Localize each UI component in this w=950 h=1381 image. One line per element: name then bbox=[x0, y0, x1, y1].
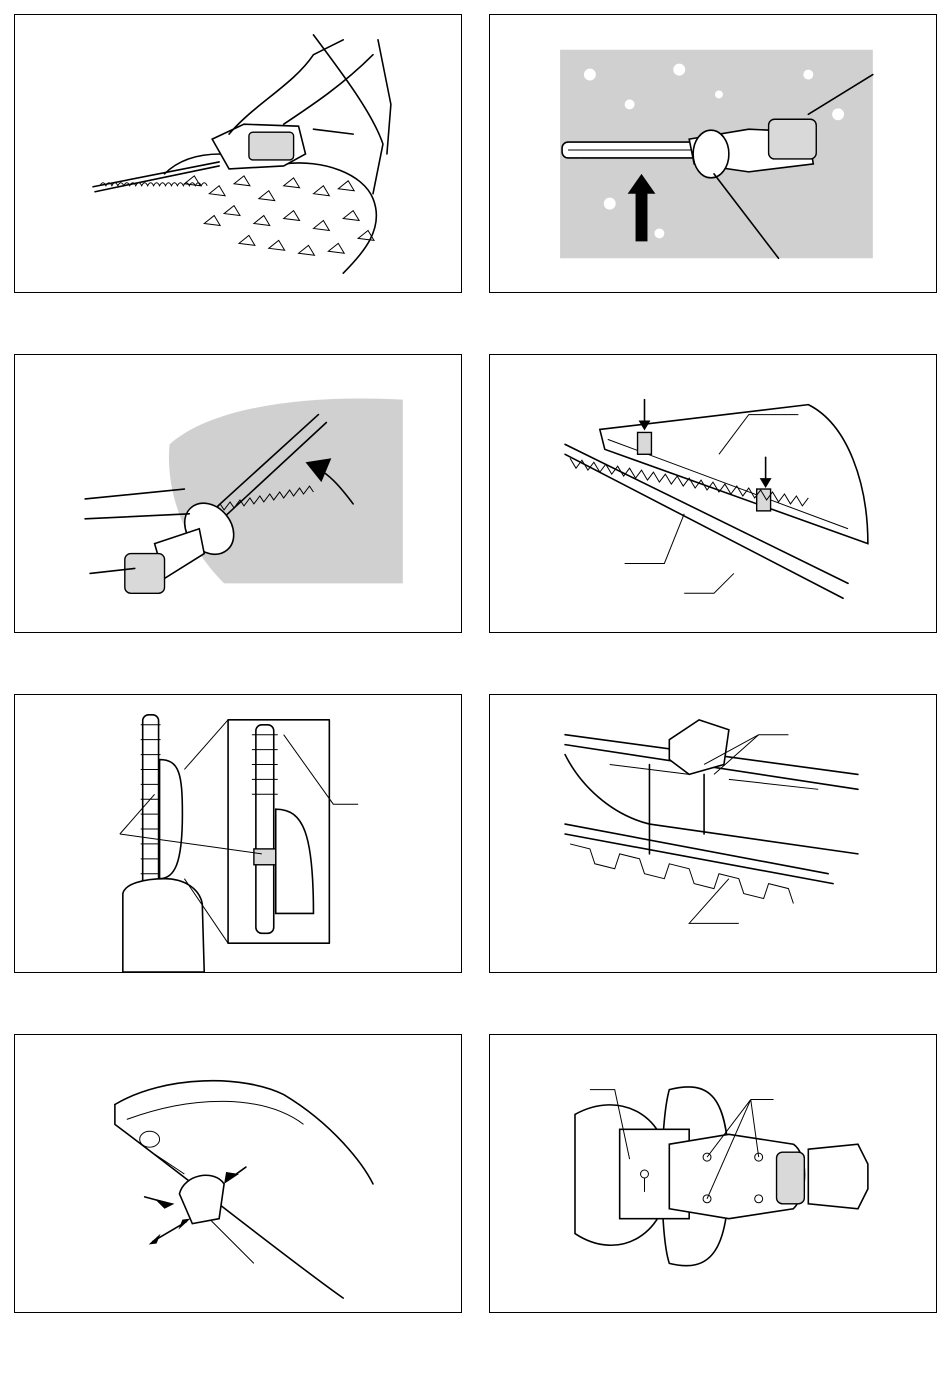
figure-7-cover-clip bbox=[14, 1034, 462, 1313]
figure-2-trimming-upward bbox=[489, 14, 937, 293]
figure-3-illustration bbox=[15, 355, 461, 632]
figure-5-blade-closeup bbox=[14, 694, 462, 973]
figure-6-chip-receiver bbox=[489, 694, 937, 973]
figure-1-trimming-side bbox=[14, 14, 462, 293]
figure-4-illustration bbox=[490, 355, 936, 632]
figure-1-illustration bbox=[15, 15, 461, 292]
figure-6-illustration bbox=[490, 695, 936, 972]
figure-8-illustration bbox=[490, 1035, 936, 1312]
figure-2-illustration bbox=[490, 15, 936, 292]
figure-5-illustration bbox=[15, 695, 461, 972]
figure-8-gear-housing bbox=[489, 1034, 937, 1313]
figure-4-blade-cover bbox=[489, 354, 937, 633]
figure-7-illustration bbox=[15, 1035, 461, 1312]
figure-3-trimming-sweep bbox=[14, 354, 462, 633]
